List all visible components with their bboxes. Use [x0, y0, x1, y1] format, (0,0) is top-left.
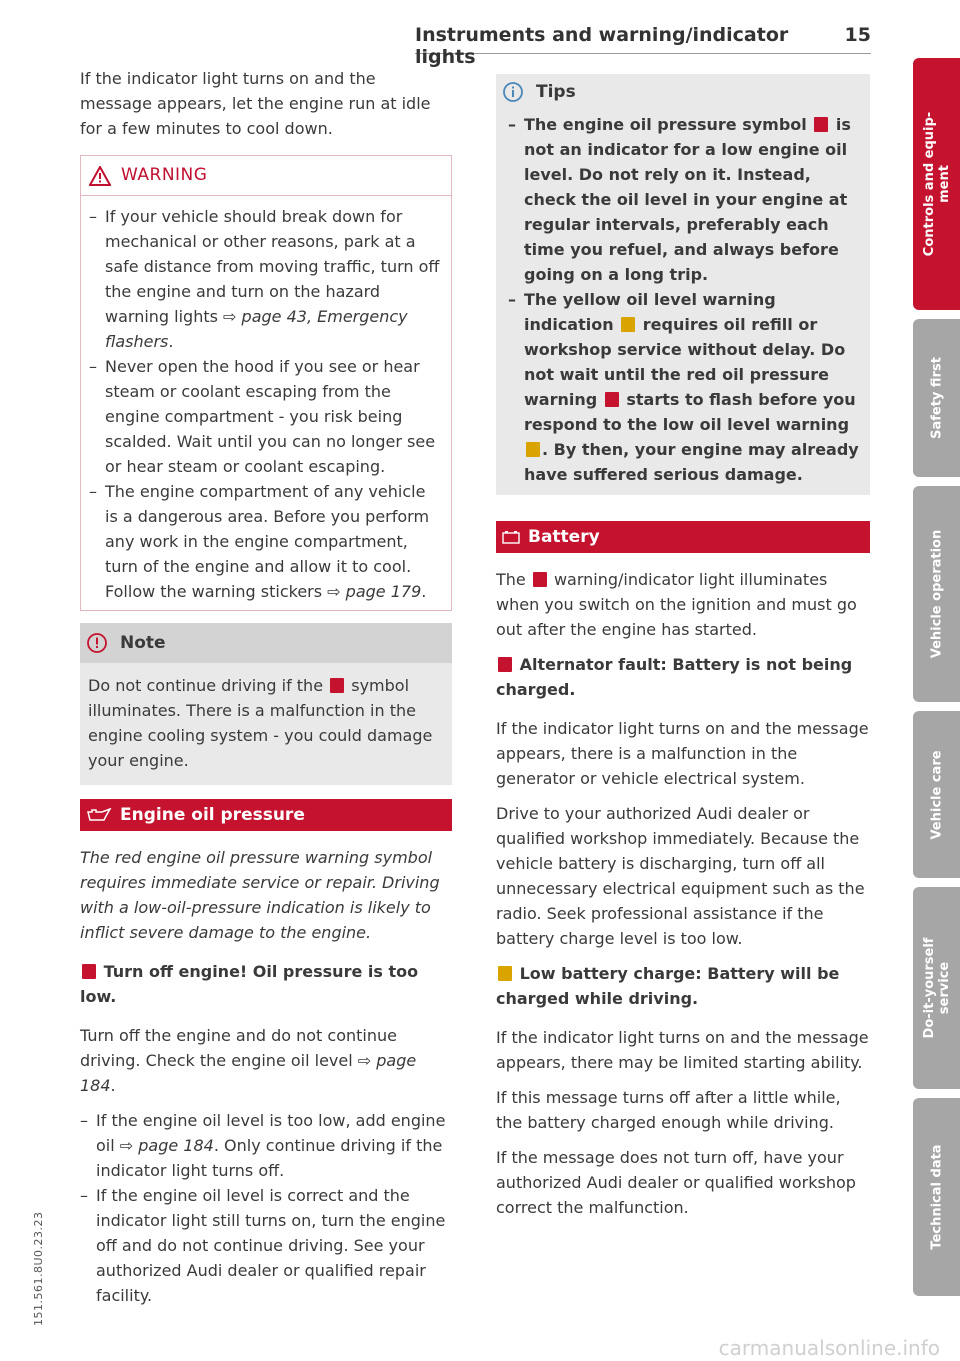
- page-reference-link[interactable]: ⇨ page 43, Emergency flashers: [105, 307, 408, 351]
- note-exclamation-icon: [86, 632, 108, 654]
- running-header: [415, 24, 871, 68]
- left-column: [80, 66, 452, 1308]
- battery-warning-icon: [533, 572, 547, 587]
- warning-triangle-icon: [89, 166, 111, 186]
- page-reference-link[interactable]: ⇨ page 179: [327, 582, 422, 601]
- note-title: Note: [120, 632, 166, 653]
- note-text: Do not continue driving if the symbol illuminates. There is a malfunction in the engine cooling system - you could damage your engine.: [88, 676, 433, 770]
- oil-level-warning-icon: [621, 317, 635, 332]
- intro-paragraph: If the indicator light turns on and the message appears, let the engine run at idle for a few minutes to cool down.: [80, 69, 431, 138]
- battery-red-icon: [498, 657, 512, 672]
- side-tab-vehicle-operation[interactable]: Vehicle operation: [913, 486, 960, 702]
- oil-paragraph: Turn off the engine and do not continue driving. Check the engine oil level ⇨ page 184.: [80, 1026, 417, 1095]
- oil-pressure-warning-icon: [82, 964, 96, 979]
- warning-item: – Never open the hood if you see or hear steam or coolant escaping from the engine compartment - you risk being scalded. Wait until you can no longer see or hear steam or coolant escaping.: [89, 357, 436, 476]
- oil-intro: The red engine oil pressure warning symbol requires immediate service or repair. Driving with a low-oil-pressure indication is likely to inflict severe damage to the engine.: [80, 848, 440, 942]
- side-tab-safety[interactable]: Safety first: [913, 319, 960, 477]
- warning-item: – If your vehicle should break down for mechanical or other reasons, park at a safe distance from moving traffic, turn off the engine and turn on the hazard warning lights ⇨ page 43, Emergency flashers.: [89, 207, 440, 351]
- watermark: carmanualsonline.info: [718, 1336, 940, 1360]
- section-heading-oil-pressure: Engine oil pressure: [80, 799, 452, 831]
- document-code: 151.561.8U0.23.23: [32, 1211, 45, 1326]
- warning-title: WARNING: [121, 165, 208, 185]
- side-tab-diy-service[interactable]: Do-it-yourself service: [913, 887, 960, 1089]
- tip-item: – The yellow oil level warning indication requires oil refill or workshop service without delay. Do not wait until the red oil pressure warning starts to flash before you respond to the low oil level warning . By then, your engine may already have suffered serious damage.: [508, 290, 859, 484]
- battery-icon: [502, 530, 520, 544]
- tips-title: Tips: [536, 81, 576, 102]
- tip-item: – The engine oil pressure symbol is not an indicator for a low engine oil level. Do not rely on it. Instead, check the oil level in your engine at regular intervals, preferably each time you refuel, and always before going on a long trip.: [508, 115, 851, 284]
- running-title: Instruments and warning/indicator lights: [415, 24, 789, 68]
- tips-list: [496, 110, 870, 495]
- tips-header: [496, 74, 870, 110]
- oil-can-icon: [86, 808, 112, 822]
- right-column: [496, 66, 870, 1230]
- page-reference-link[interactable]: ⇨ page 184: [80, 1051, 417, 1095]
- warning-list: [81, 196, 451, 610]
- note-header: [80, 623, 452, 663]
- oil-bullets: [80, 1108, 452, 1308]
- note-box: [80, 623, 452, 785]
- battery-intro: The warning/indicator light illuminates when you switch on the ignition and must go out after the engine has started.: [496, 570, 857, 639]
- tips-box: [496, 74, 870, 495]
- info-icon: [502, 81, 524, 103]
- battery-subheading-alternator: Alternator fault: Battery is not being charged.: [496, 655, 853, 699]
- side-tab-technical-data[interactable]: Technical data: [913, 1098, 960, 1296]
- battery-yellow-icon: [498, 966, 512, 981]
- coolant-warning-icon: [330, 678, 344, 693]
- oil-subheading: Turn off engine! Oil pressure is too low.: [80, 962, 419, 1006]
- warning-box: [80, 155, 452, 611]
- side-tab-vehicle-care[interactable]: Vehicle care: [913, 711, 960, 878]
- battery-subheading-low-charge: Low battery charge: Battery will be charged while driving.: [496, 964, 840, 1008]
- page-reference-link[interactable]: ⇨ page 184: [119, 1136, 214, 1155]
- page-number: 15: [844, 24, 871, 46]
- battery-paragraph: If this message turns off after a little while, the battery charged enough while driving.: [496, 1088, 841, 1132]
- warning-header: [81, 156, 451, 196]
- side-tab-controls[interactable]: Controls and equip- ment: [913, 58, 960, 310]
- oil-bullet: – If the engine oil level is too low, add engine oil ⇨ page 184. Only continue driving if the indicator light turns off.: [80, 1111, 446, 1180]
- battery-paragraph: If the indicator light turns on and the message appears, there may be limited starting ability.: [496, 1028, 869, 1072]
- battery-paragraph: If the message does not turn off, have your authorized Audi dealer or qualified workshop correct the malfunction.: [496, 1148, 856, 1217]
- oil-pressure-symbol-icon: [814, 117, 828, 132]
- oil-level-warning-icon: [526, 442, 540, 457]
- battery-paragraph: If the indicator light turns on and the message appears, there is a malfunction in the generator or vehicle electrical system.: [496, 719, 869, 788]
- section-heading-battery: Battery: [496, 521, 870, 553]
- oil-pressure-warning-icon: [605, 392, 619, 407]
- battery-paragraph: Drive to your authorized Audi dealer or qualified workshop immediately. Because the vehicle battery is discharging, turn off all unnecessary electrical equipment such as the radio. Seek professional assistance if the battery charge level is too low.: [496, 804, 865, 948]
- warning-item: – The engine compartment of any vehicle is a dangerous area. Before you perform any work in the engine compartment, turn of the engine and allow it to cool. Follow the warning stickers ⇨ page 179.: [89, 482, 430, 601]
- oil-bullet: – If the engine oil level is correct and the indicator light still turns on, turn the engine off and do not continue driving. See your authorized Audi dealer or qualified repair facility.: [80, 1186, 446, 1305]
